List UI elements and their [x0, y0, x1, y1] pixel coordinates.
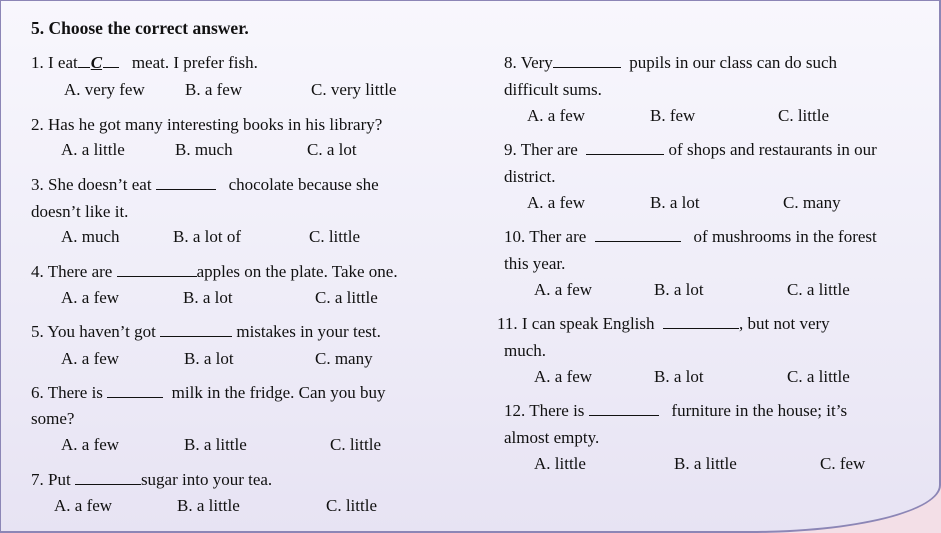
q6-blank — [107, 383, 163, 398]
q6-option-a: A. a few — [61, 435, 120, 454]
q11-option-c: C. a little — [787, 367, 850, 386]
q8-option-a: A. a few — [527, 106, 586, 125]
q8-blank — [553, 53, 621, 68]
q6-option-c: C. little — [330, 435, 381, 454]
q7-text-after: sugar into your tea. — [140, 470, 273, 489]
q4-text-before: 4. There are — [31, 262, 113, 281]
q12-option-c: C. few — [820, 454, 866, 473]
q8-text-before: 8. Very — [504, 53, 553, 72]
q9-option-c: C. many — [783, 193, 841, 212]
q3-option-a: A. much — [61, 227, 120, 246]
question-5 — [31, 322, 381, 342]
q5-text-after: mistakes in your test. — [236, 322, 381, 341]
q11-option-b: B. a lot — [654, 367, 704, 386]
q4-option-b: B. a lot — [183, 288, 233, 307]
q9-option-b: B. a lot — [650, 193, 700, 212]
q7-blank — [75, 470, 141, 485]
q12-blank — [589, 401, 659, 416]
q5-text-before: 5. You haven’t got — [31, 322, 156, 341]
q5-option-a: A. a few — [61, 349, 120, 368]
q1-blank-left — [78, 53, 90, 68]
q11-text-after: , but not very — [739, 314, 830, 333]
q10-option-a: A. a few — [534, 280, 593, 299]
q12-option-a: A. little — [534, 454, 586, 473]
question-1 — [31, 53, 258, 73]
q2-option-c: C. a lot — [307, 140, 357, 159]
q10-text-before: 10. Ther are — [504, 227, 587, 246]
q5-option-b: B. a lot — [184, 349, 234, 368]
q7-text-before: 7. Put — [31, 470, 71, 489]
q4-option-a: A. a few — [61, 288, 120, 307]
q12-text-after: furniture in the house; it’s — [671, 401, 848, 420]
question-10 — [504, 227, 877, 247]
q1-text-before: 1. I eat — [31, 53, 78, 72]
question-8 — [504, 53, 837, 73]
q12-line-2: almost empty. — [504, 428, 600, 447]
q7-option-a: A. a few — [54, 496, 113, 515]
q9-text-before: 9. Ther are — [504, 140, 578, 159]
q4-blank — [117, 262, 197, 277]
question-9 — [504, 140, 877, 160]
q11-text-before: 11. I can speak English — [497, 314, 655, 333]
question-6 — [31, 383, 386, 403]
q3-text-after: chocolate because she — [228, 175, 379, 194]
q10-text-after: of mushrooms in the forest — [693, 227, 877, 246]
question-3 — [31, 175, 379, 195]
q3-line-2: doesn’t like it. — [31, 202, 129, 221]
q10-line-2: this year. — [504, 254, 566, 273]
q9-line-2: district. — [504, 167, 556, 186]
q6-line-2: some? — [31, 409, 75, 428]
q3-blank — [156, 175, 216, 190]
q8-option-b: B. few — [650, 106, 696, 125]
q9-option-a: A. a few — [527, 193, 586, 212]
q8-option-c: C. little — [778, 106, 829, 125]
q11-line-2: much. — [504, 341, 547, 360]
q4-text-after: apples on the plate. Take one. — [196, 262, 398, 281]
q2-option-a: A. a little — [61, 140, 125, 159]
q7-option-b: B. a little — [177, 496, 240, 515]
q1-option-b: B. a few — [185, 80, 243, 99]
question-2: 2. Has he got many interesting books in his library? — [31, 115, 383, 134]
q4-option-c: C. a little — [315, 288, 378, 307]
q5-blank — [160, 322, 232, 337]
q7-option-c: C. little — [326, 496, 377, 515]
q1-option-c: C. very little — [311, 80, 397, 99]
q8-text-after: pupils in our class can do such — [629, 53, 838, 72]
q10-blank — [595, 227, 681, 242]
q12-text-before: 12. There is — [504, 401, 585, 420]
q2-option-b: B. much — [175, 140, 233, 159]
q11-option-a: A. a few — [534, 367, 593, 386]
question-11 — [497, 314, 830, 334]
q6-option-b: B. a little — [184, 435, 247, 454]
q9-text-after: of shops and restaurants in our — [668, 140, 877, 159]
q10-option-c: C. a little — [787, 280, 850, 299]
q10-option-b: B. a lot — [654, 280, 704, 299]
q1-answer: C — [90, 53, 103, 72]
q6-text-before: 6. There is — [31, 383, 103, 402]
q11-blank — [663, 314, 739, 329]
q8-line-2: difficult sums. — [504, 80, 602, 99]
q3-option-b: B. a lot of — [173, 227, 241, 246]
q6-text-after: milk in the fridge. Can you buy — [171, 383, 386, 402]
question-12 — [504, 401, 847, 421]
q1-option-a: A. very few — [64, 80, 145, 99]
q3-text-before: 3. She doesn’t eat — [31, 175, 152, 194]
exercise-title: 5. Choose the correct answer. — [31, 18, 249, 38]
question-4 — [31, 262, 398, 282]
q9-blank — [586, 140, 664, 155]
question-7 — [31, 470, 272, 490]
q1-text-after: meat. I prefer fish. — [131, 53, 258, 72]
q12-option-b: B. a little — [674, 454, 737, 473]
q1-blank-right — [103, 53, 119, 68]
q5-option-c: C. many — [315, 349, 373, 368]
q3-option-c: C. little — [309, 227, 360, 246]
